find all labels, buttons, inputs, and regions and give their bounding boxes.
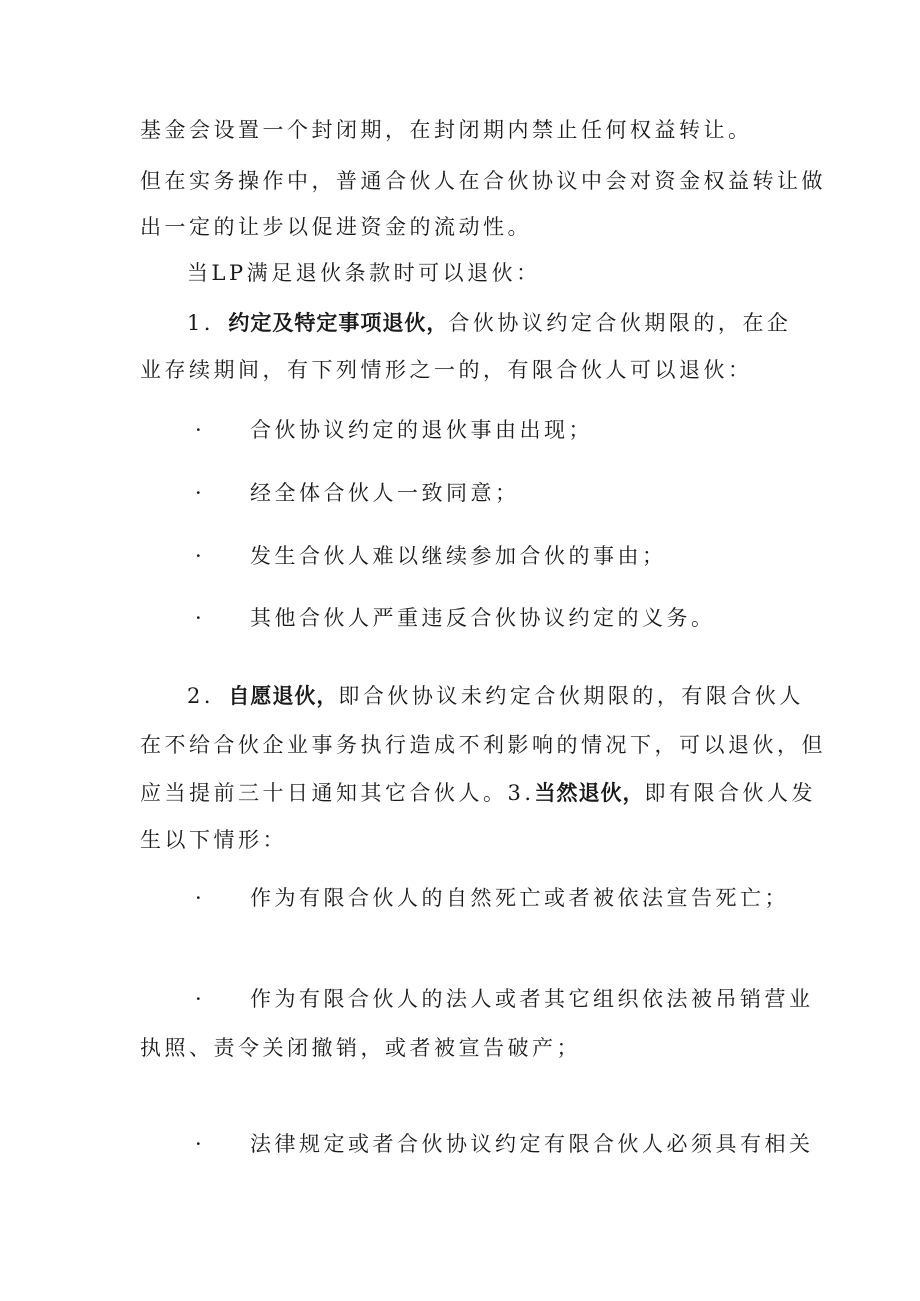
list-item: 作为有限合伙人的法人或者其它组织依法被吊销营业 <box>250 987 814 1011</box>
list-item: 经全体合伙人一致同意； <box>250 481 520 505</box>
paragraph-line: 当LP满足退伙条款时可以退伙： <box>187 261 541 285</box>
paragraph-line <box>140 779 816 807</box>
bullet-icon: · <box>195 606 202 630</box>
paragraph-line: 但在实务操作中，普通合伙人在合伙协议中会对资金权益转让做 <box>140 169 826 193</box>
list-item: 其他合伙人严重违反合伙协议约定的义务。 <box>250 606 716 630</box>
item-number: 1． <box>187 311 229 335</box>
paragraph-line: 出一定的让步以促进资金的流动性。 <box>140 215 532 239</box>
item-title: 自愿退伙， <box>228 684 339 708</box>
bullet-icon: · <box>195 886 202 910</box>
item-text: 合伙协议约定合伙期限的，在企 <box>448 311 792 335</box>
paragraph-line: 生以下情形： <box>140 828 287 852</box>
item-number: 2． <box>187 684 229 708</box>
paragraph-line: 基金会设置一个封闭期，在封闭期内禁止任何权益转让。 <box>140 118 753 142</box>
list-item: 法律规定或者合伙协议约定有限合伙人必须具有相关 <box>250 1132 814 1156</box>
list-item: 合伙协议约定的退伙事由出现； <box>250 418 593 442</box>
item-title: 约定及特定事项退伙， <box>228 311 449 335</box>
item-title: 当然退伙， <box>534 781 645 805</box>
paragraph-line: 在不给合伙企业事务执行造成不利影响的情况下，可以退伙，但 <box>140 733 826 757</box>
list-item-heading <box>187 309 791 337</box>
paragraph-line: 执照、责令关闭撤销，或者被宣告破产； <box>140 1036 581 1060</box>
list-item: 发生合伙人难以继续参加合伙的事由； <box>250 544 667 568</box>
bullet-icon: · <box>195 418 202 442</box>
list-item-heading <box>187 682 804 710</box>
bullet-icon: · <box>195 481 202 505</box>
paragraph-line: 业存续期间，有下列情形之一的，有限合伙人可以退伙： <box>140 358 753 382</box>
bullet-icon: · <box>195 987 202 1011</box>
bullet-icon: · <box>195 544 202 568</box>
item-text: 即合伙协议未约定合伙期限的，有限合伙人 <box>338 684 804 708</box>
item-text: 应当提前三十日通知其它合伙人。3. <box>140 781 535 805</box>
item-text: 即有限合伙人发 <box>644 781 817 805</box>
list-item: 作为有限合伙人的自然死亡或者被依法宣告死亡； <box>250 886 789 910</box>
bullet-icon: · <box>195 1132 202 1156</box>
